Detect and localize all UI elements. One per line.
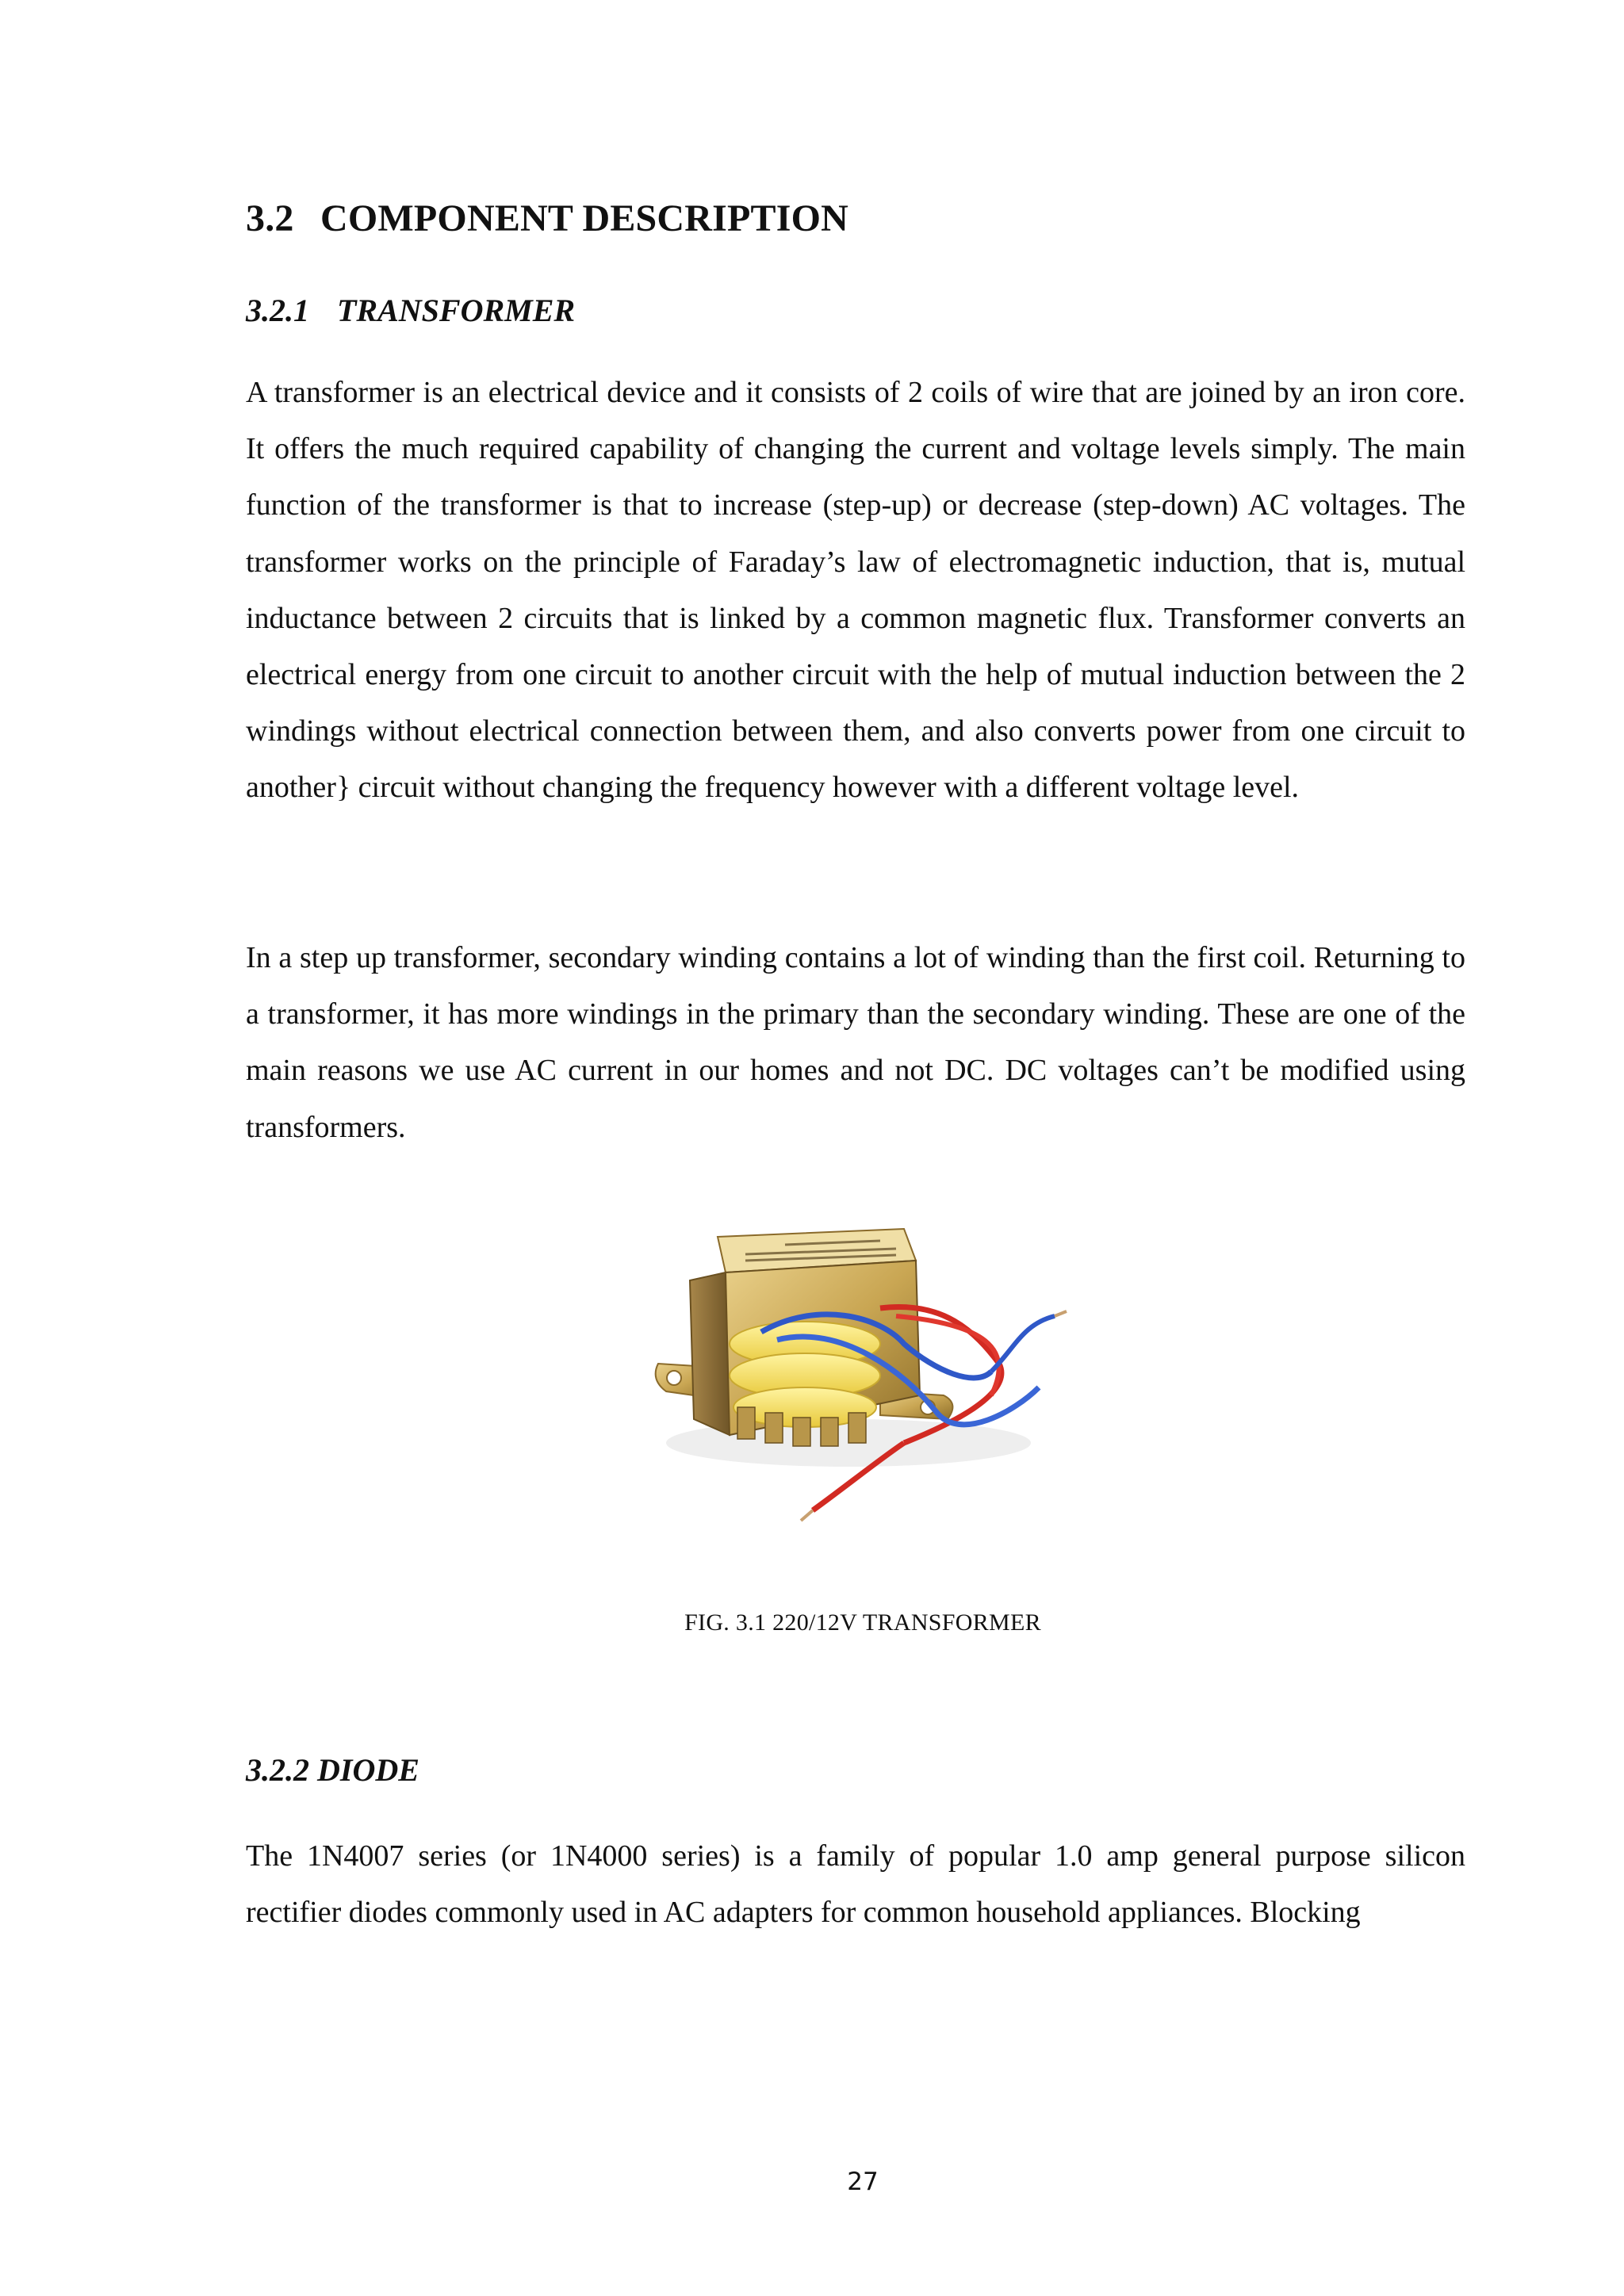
subsection-heading-transformer [246, 292, 575, 329]
figure-caption: FIG. 3.1 220/12V TRANSFORMER [684, 1609, 1041, 1636]
page-number: 27 [847, 2168, 879, 2196]
section-title: COMPONENT DESCRIPTION [320, 197, 849, 239]
subsection-number: 3.2.1 [246, 293, 309, 328]
section-number: 3.2 [246, 197, 294, 239]
transformer-photo [642, 1205, 1086, 1546]
subsection-heading-diode: 3.2.2 DIODE [246, 1752, 419, 1788]
paragraph-diode: The 1N4007 series (or 1N4000 series) is a family of popular 1.0 amp general purpose silicon rectifier diodes commonly used in AC adapters for common household appliances. Blocking [246, 1839, 1465, 1930]
paragraph-transformer-intro: A transformer is an electrical device and it consists of 2 coils of wire that are joined by an iron core. It offers the much required capability of changing the current and voltage levels simply. The main function of the transformer is that to increase (step-up) or decrease (step-down) AC voltages. The transformer works on the principle of Faraday’s law of electromagnetic induction, that is, mutual inductance between 2 circuits that is linked by a common magnetic flux. Transformer converts an electrical energy from one circuit to another circuit with the help of mutual induction between the 2 windings without electrical connection between them, and also converts power from one circuit to another} circuit without changing the frequency however with a different voltage level. [246, 376, 1465, 805]
section-heading [246, 197, 848, 240]
paragraph-step-up: In a step up transformer, secondary winding contains a lot of winding than the first coil. Returning to a transformer, it has more windings in the primary than the secondary winding. These are one of the main reasons we use AC current in our homes and not DC. DC voltages can’t be modified using transformers. [246, 941, 1465, 1144]
subsection-title: TRANSFORMER [337, 293, 576, 328]
